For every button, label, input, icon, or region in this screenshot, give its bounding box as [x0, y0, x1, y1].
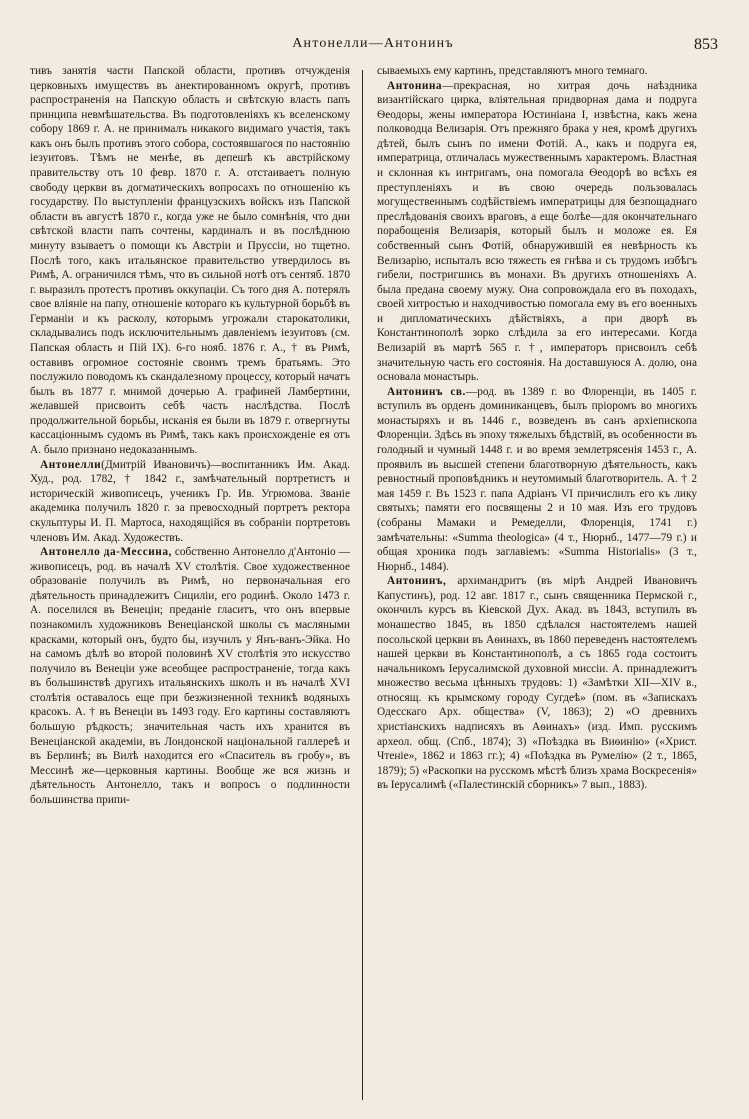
article-text: архимандритъ (въ мірѣ Андрей Ивановичъ Капустинъ), род. 12 авг. 1817 г., сынъ священника Пермской г., окончилъ курсъ въ Кіевской Дух. Акад. въ 1843, вступилъ въ монашество 1845, въ 1850 сдѣлался настоятелемъ нашей посольской церкви въ Аѳинахъ, въ 1860 переведенъ настоятелемъ нашей церкви въ Константинополѣ, а съ 1865 года состоитъ начальникомъ Іерусалимской духовной миссіи. А. принадлежитъ множество весьма цѣнныхъ трудовъ: 1) «Замѣтки XII—XIV в., относящ. къ крымскому городу Сугдеѣ» (пом. въ «Запискахъ Одесскаго Арх. общества» (V, 1863); 2) «О древнихъ христіанскихъ надписяхъ въ Аѳинахъ» (изд. Имп. русскимъ археол. общ. (Спб., 1874); 3) «Поѣздка въ Виѳинію» («Христ. Чтеніе», 1862 и 1863 гг.); 4) «Поѣздка въ Румелію» (2 т., 1865, 1879); 5) «Раскопки на русскомъ мѣстѣ близъ храма Воскресенія» въ Іерусалимѣ («Палестинскій сборникъ» 7 вып., 1883). — [377, 575, 697, 792]
headword: Антонинъ св. — [387, 385, 466, 398]
article-text: (Дмитрій Ивановичъ)—воспитанникъ Им. Акад. Худ., род. 1782, † 1842 г., замѣчательный портретистъ и историческій живописецъ, ученикъ Гр. Ив. Угрюмова. Званіе академика получилъ 1820 г. за превосходный портретъ ректора скульптуры И. П. Мартоса, находящійся въ собраніи портретовъ членовъ Им. Акад. Художествъ. — [30, 458, 350, 544]
article-text: —род. въ 1389 г. во Флоренціи, въ 1405 г. вступилъ въ орденъ доминиканцевъ, былъ пріоромъ во многихъ монастыряхъ и въ 1446 г., возведенъ въ санъ архіепископа Флоренціи. Здѣсь въ эпоху тяжелыхъ бѣдствій, въ особенности въ голодный и чумный 1448 г. и во время землетрясенія 1453 г., А. проявилъ въ высшей степени благотворную дѣятельность, какъ ревностный проповѣдникъ и неутомимый благотворитель. А. † 2 мая 1459 г. Въ 1523 г. папа Адріанъ VI причислилъ его къ лику святыхъ; памяти его посвящены 2 и 10 мая. Изъ его трудовъ (собраны Мамаки и Ремеделли, Флоренція, 1741 г.) замѣчательны: «Summa theologica» (4 т., Нюрнб., 1477—79 г.) и общая хроника подъ заглавіемъ: «Summa Historialis» (3 т., Нюрнб., 1484). — [377, 385, 697, 573]
column-divider — [362, 70, 363, 1100]
article-continuation — [377, 64, 697, 79]
headword: Антонелли — [40, 458, 102, 471]
article-text: собственно Антонелло д'Антоніо — живописецъ, род. въ началѣ XV столѣтія. Свое художественное образованіе получилъ въ Римѣ, но первоначальная его дѣятельность принадлежитъ Сициліи, его родинѣ. Около 1473 г. А. поселился въ Венеціи; преданіе гласитъ, что онъ впервые познакомилъ художниковъ Венеціанской школы съ масляными красками, который онъ, будто бы, изучилъ у Янъ-ванъ-Эйка. Но на самомъ дѣлѣ во второй половинѣ XV столѣтія это искусство получило въ Венеціи уже всеобщее распространеніе, тогда какъ въ большинствѣ другихъ итальянскихъ школъ и въ началѣ XVI столѣтія оставалось еще при безжизненной техникѣ водяныхъ красокъ. А. † въ Венеціи въ 1493 году. Его картины составляютъ большую рѣдкость; значительная часть ихъ хранится въ Венеціанской академіи, въ Лондонской національной галлереѣ и въ Берлинѣ; въ Вилѣ находится его «Спаситель въ гробу», въ Мессинѣ же—церковныя картины. Вообще же вся жизнь и дѣятельность Антонелло, такъ и вопросъ о подлинности большинства припи- — [30, 546, 350, 806]
article-antonin-saint — [377, 385, 697, 575]
article-text: сываемыхъ ему картинъ, представляютъ много темнаго. — [377, 65, 648, 77]
right-column — [377, 64, 697, 793]
article-antonello-da-messina — [30, 545, 350, 807]
headword: Антонинъ, — [387, 575, 447, 588]
article-text: —прекрасная, но хитрая дочь наѣздника византійскаго цирка, вліятельная придворная дама и подруга Ѳеодоры, жены императора Юстиніана I, извѣстна, какъ жена полководца Велизарія. Отъ прежняго брака у нея, кромѣ другихъ дѣтей, былъ сынъ по имени Фотій. А., какъ и подруга ея, императрица, отличалась мужественнымъ характеромъ. Властная и склонная къ интригамъ, она помогала Ѳеодорѣ во всѣхъ ея преступленіяхъ и въ свою очередь пользовалась могущественнымъ содѣйствіемъ императрицы для безпощаднаго преслѣдованія своихъ враговъ, а еще болѣе—для окончательнаго порабощенія Велизарія, который былъ и моложе ея. Ея собственный сынъ Фотій, обнаружившій ея невѣрность къ Велизарію, испыталъ всю тяжесть ея гнѣва и съ трудомъ избѣгъ гибели, постригшись въ монахи. Въ другихъ отношеніяхъ А. была предана своему мужу. Она сопровождала его въ походахъ, своей хитростью и находчивостью помогала ему въ его военныхъ и дипломатическихъ дѣйствіяхъ, а при дворѣ въ Константинополѣ зорко слѣдила за его интересами. Когда Велизарій въ мартѣ 565 г. †, императоръ присвоилъ себѣ значительную часть его состоянія. На доставшуюся А. долю, она основала монастырь. — [377, 79, 697, 384]
headword: Антонина — [387, 79, 443, 92]
page-header — [28, 36, 718, 60]
article-antonina — [377, 79, 697, 385]
article-antonelli-dmitry — [30, 458, 350, 545]
running-title: Антонелли—Антонинъ — [292, 36, 454, 51]
headword: Антонелло да-Мессина, — [40, 546, 172, 559]
page-number: 853 — [694, 36, 718, 53]
article-antonin-archimandrite — [377, 574, 697, 793]
article-continuation — [30, 64, 350, 458]
left-column — [30, 64, 350, 807]
article-text: тивъ занятія части Папской области, противъ отчужденія церковныхъ имуществъ въ анектированномъ округѣ, противъ распространенія на Папскую область и свѣтскую власть папъ принципа невмѣшательства. Въ подготовленіяхъ къ вселенскому собору 1869 г. А. не принималъ никакого видимаго участія, такъ какъ онъ былъ противъ этого собора, состоявшагося по настоянію іезуитовъ. Тѣмъ не менѣе, въ депешѣ къ австрійскому правительству отъ 10 февр. 1870 г. А. отстаиваетъ полную свободу церкви въ догматическихъ вопросахъ по отношенію къ государству. По выступленіи французскихъ войскъ изъ Папской области въ августѣ 1870 г., когда уже не было сомнѣнія, что дни свѣтской власти папъ сочтены, кардиналъ и въ послѣднюю минуту взываетъ о помощи къ Австріи и Пруссіи, но тщетно. Послѣ того, какъ итальянское правительство утвердилось въ Римѣ, А. ограничился тѣмъ, что въ сильной нотѣ отъ сентяб. 1870 г. выразилъ протестъ противъ оккупаціи. Съ того дня А. потерялъ свое вліяніе на папу, отношеніе котораго къ культурной борьбѣ въ Германіи и къ расколу, которымъ угрожали старокатолики, складывались подъ исключительнымъ давленіемъ іезуитовъ (см. Папская область и Пій IX). 6-го нояб. 1876 г. А., † въ Римѣ, оставивъ огромное состояніе своимъ тремъ братьямъ. Это послужило поводомъ къ скандалезному процессу, который начатъ былъ въ 1877 г. мнимой дочерью А. графиней Ламбертини, желавшей присвоить себѣ часть наслѣдства. Послѣ продолжительной борьбы, исканія ея были въ 1879 г. отвергнуты кассаціоннымъ судомъ въ Римѣ, такъ какъ происхожденіе ея отъ А. было признано недоказаннымъ. — [30, 65, 350, 457]
